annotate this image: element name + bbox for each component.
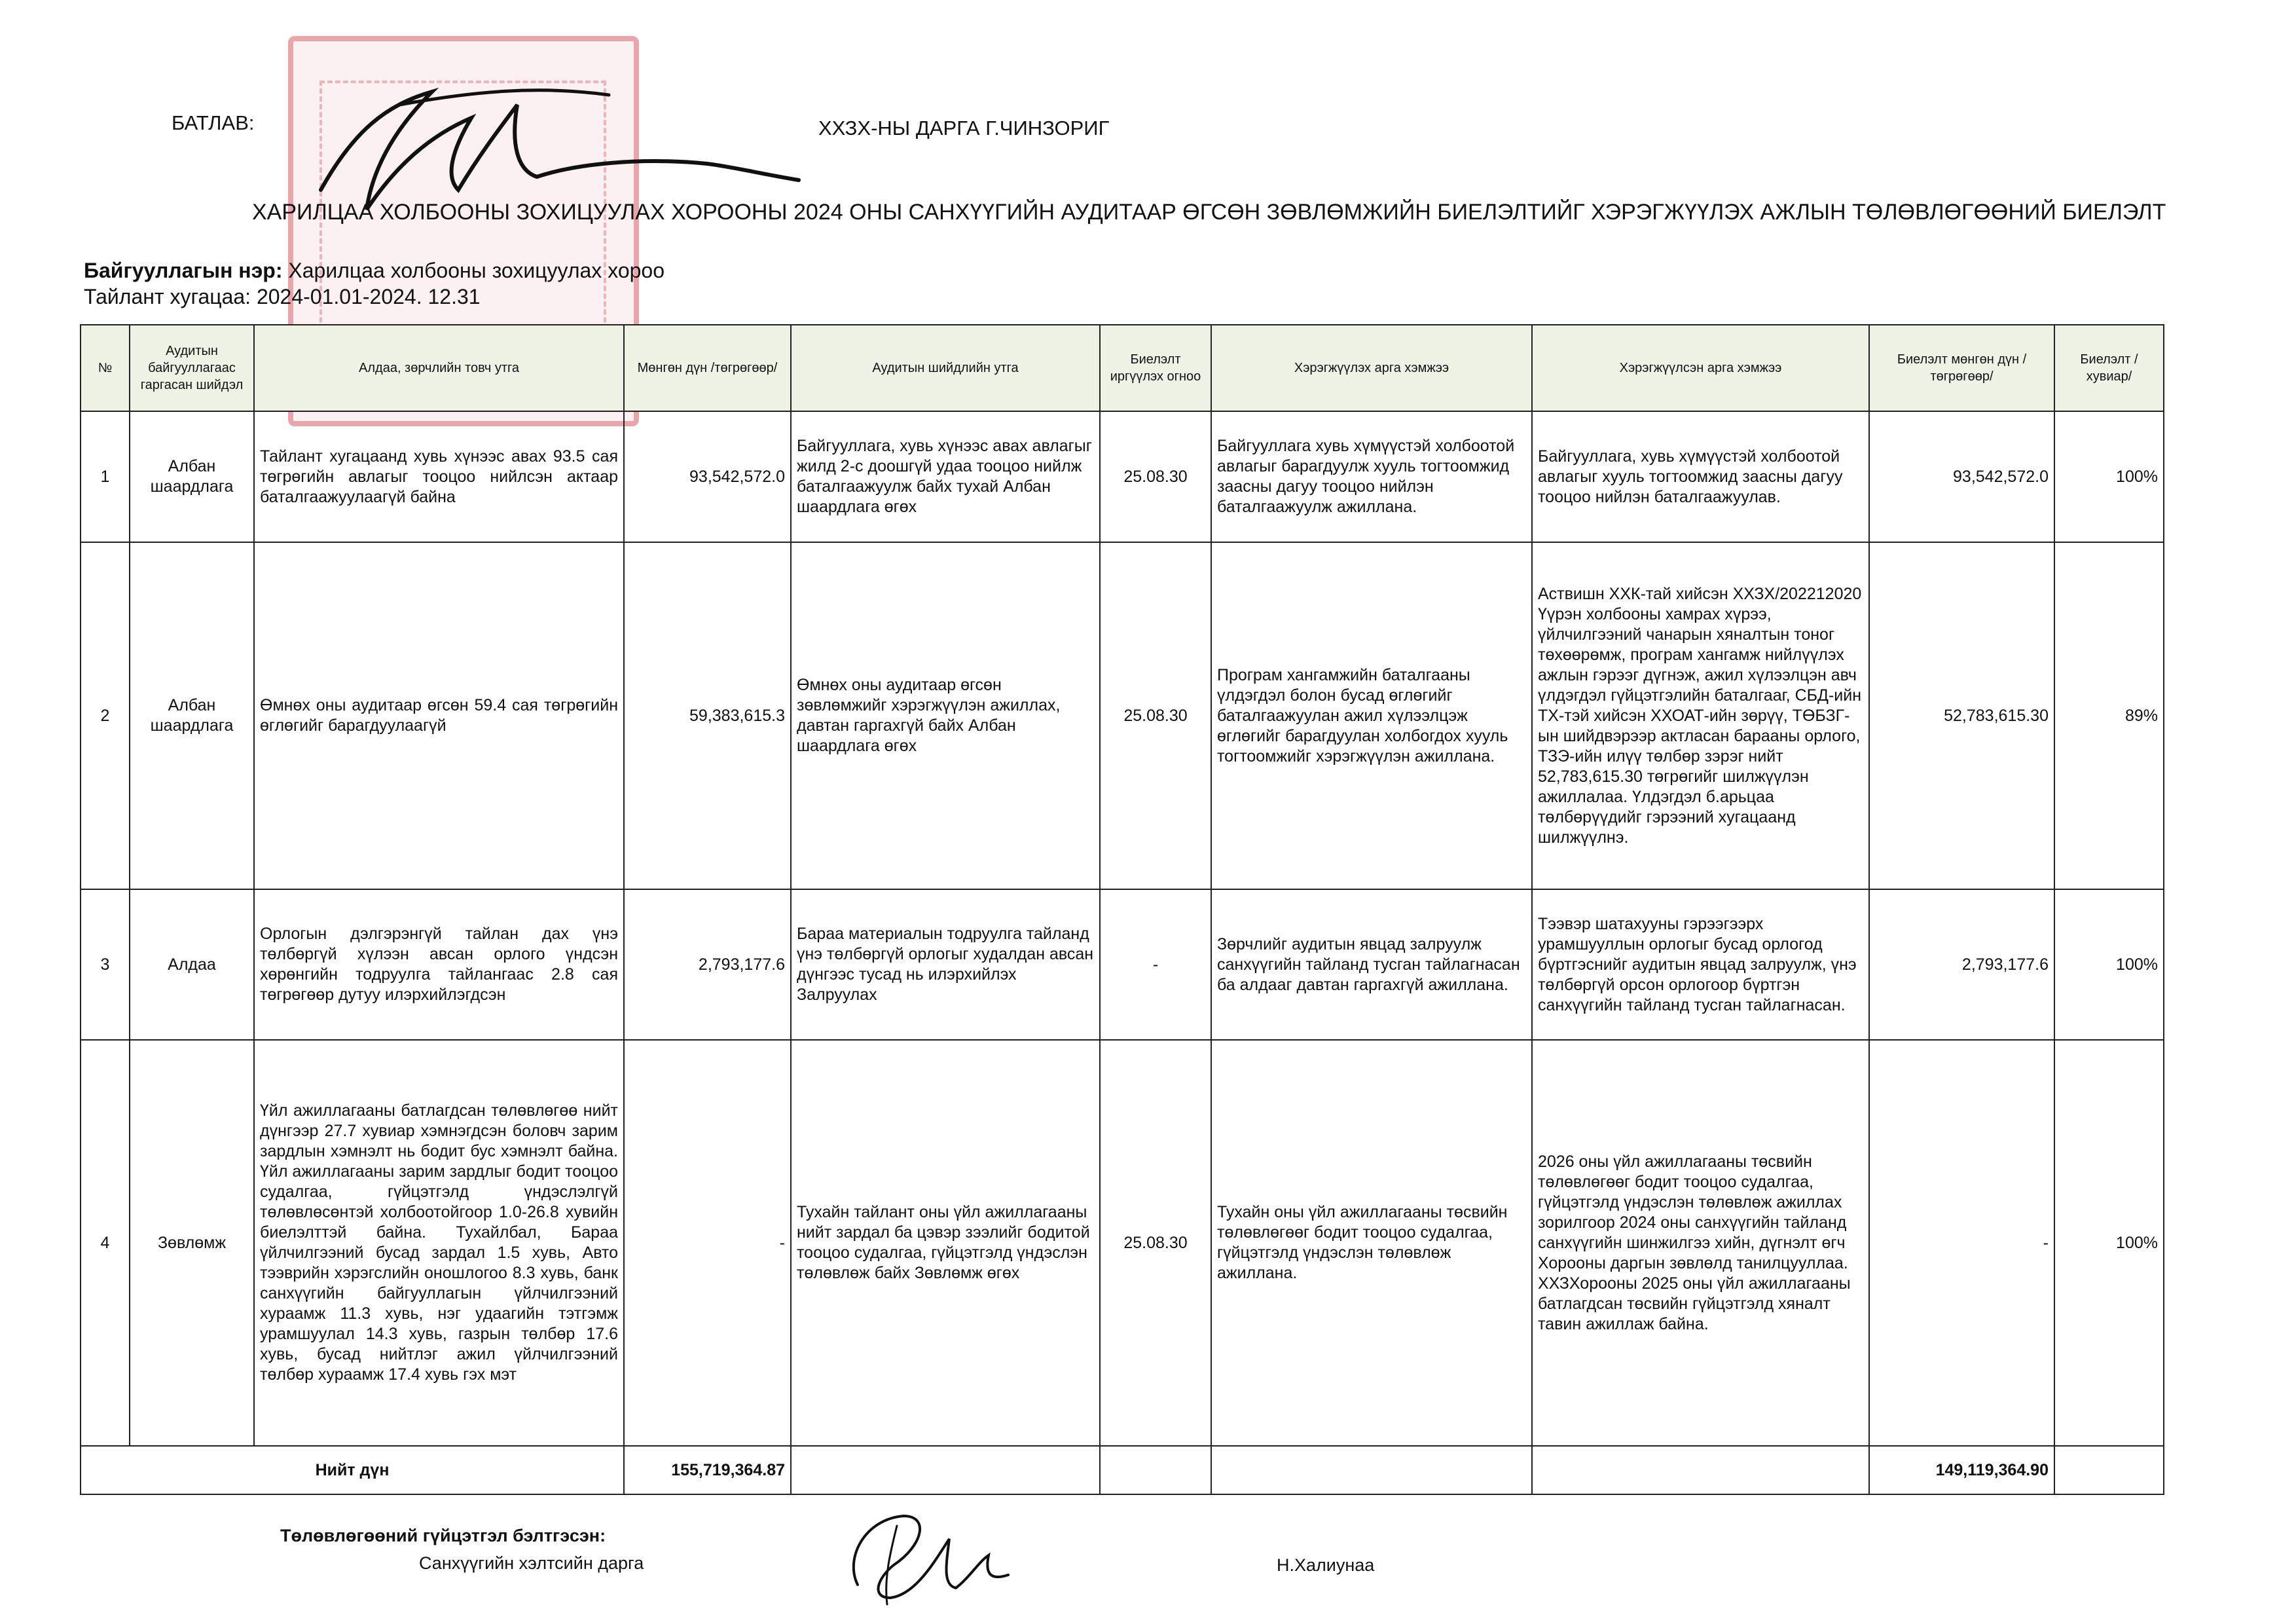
period-value: 2024-01.01-2024. 12.31 (256, 285, 481, 308)
row-audit-meaning: Байгууллага, хувь хүнээс авах авлагыг жилд 2-с доошгүй удаа тооцоо нийлж баталгаажуулж байх тухай Албан шаардлага өгөх (791, 411, 1100, 542)
row-decision: Албан шаардлага (130, 542, 254, 889)
audit-plan-table (80, 324, 2164, 1495)
total-empty-cell (1100, 1446, 1211, 1494)
row-percent: 100% (2054, 1040, 2164, 1446)
row-percent: 100% (2054, 411, 2164, 542)
row-violation: Орлогын дэлгэрэнгүй тайлан дах үнэ төлбөргүй хүлээн авсан орлого үндсэн хөрөнгийн тодруулга тайлангаас 2.8 сая төгрөгөөр дутуу илэрхийлэгдсэн (254, 889, 624, 1040)
header-percent: Биелэлт /хувиар/ (2054, 325, 2164, 411)
total-empty-cell (791, 1446, 1100, 1494)
row-due-date: 25.08.30 (1100, 542, 1211, 889)
total-row (81, 1446, 2164, 1494)
header-due-date: Биелэлт иргүүлэх огноо (1100, 325, 1211, 411)
table-row (81, 542, 2164, 889)
prepared-label: Төлөвлөгөөний гүйцэтгэл бэлтгэсэн: (280, 1526, 606, 1545)
row-implemented-action: Аствишн ХХК-тай хийсэн ХХЗХ/202212020 Үүрэн холбооны хамрах хүрээ, үйлчилгээний чанарын хяналтын тоног төхөөрөмж, програм хангамж нийлүүлэх ажлын гэрээг дүгнэж, ажил хүлээлцэн авч үлдэгдэл гүйцэтгэлийн баталгааг, СБД-ийн ТХ-тэй хийсэн ХХОАТ-ийн зөрүү, ТӨБЗГ-ын шийдвэрээр актласан барааны орлого, ТЗЭ-ийн илүү төлбөр зэрэг нийт 52,783,615.30 төгрөгийг шилжүүлэн ажиллалаа. Үлдэгдэл б.арьцаа төлбөрүүдийг гэрээний хугацаанд шилжүүлнэ. (1532, 542, 1869, 889)
total-amount: 155,719,364.87 (624, 1446, 791, 1494)
row-no: 3 (81, 889, 130, 1040)
approve-label: БАТЛАВ: (172, 111, 255, 134)
row-implemented-action: Байгууллага, хувь хүмүүстэй холбоотой авлагыг хууль тогтоомжид заасны дагуу тооцоо нийлэн баталгаажуулав. (1532, 411, 1869, 542)
row-decision: Алдаа (130, 889, 254, 1040)
table-header-row (81, 325, 2164, 411)
preparer-role: Санхүүгийн хэлтсийн дарга (419, 1553, 644, 1573)
row-due-date: 25.08.30 (1100, 411, 1211, 542)
row-no: 2 (81, 542, 130, 889)
row-implemented-action: 2026 оны үйл ажиллагааны төсвийн төлөвлөгөөг бодит тооцоо судалгаа, гүйцэтгэлд үндэслэн төлөвлөж ажиллах зорилгоор 2024 оны санхүүгийн тайланд санхүүгийн шинжилгээ хийн, дүгнэлт өгч Хорооны даргын зөвлөлд танилцууллаа. ХХЗХорооны 2025 оны үйл ажиллагааны батлагдсан төсвийн гүйцэтгэлд хяналт тавин ажиллаж байна. (1532, 1040, 1869, 1446)
total-empty-cell (1532, 1446, 1869, 1494)
row-amount: 93,542,572.0 (624, 411, 791, 542)
row-planned-action: Тухайн оны үйл ажиллагааны төсвийн төлөвлөгөөг бодит тооцоо судалгаа, гүйцэтгэлд үндэслэн төлөвлөж ажиллана. (1211, 1040, 1532, 1446)
row-percent: 100% (2054, 889, 2164, 1040)
approver-name: ХХЗХ-НЫ ДАРГА Г.ЧИНЗОРИГ (818, 117, 1110, 139)
row-planned-action: Програм хангамжийн баталгааны үлдэгдэл болон бусад өглөгийг баталгаажуулан ажил хүлээлцэж өглөгийг барагдуулан холбогдох хууль тогтоомжийг хэрэгжүүлэн ажиллана. (1211, 542, 1532, 889)
row-decision: Зөвлөмж (130, 1040, 254, 1446)
total-empty-cell (2054, 1446, 2164, 1494)
total-empty-cell (1211, 1446, 1532, 1494)
header-decision: Аудитын байгууллагаас гаргасан шийдэл (130, 325, 254, 411)
table-row (81, 411, 2164, 542)
row-violation: Өмнөх оны аудитаар өгсөн 59.4 сая төгрөгийн өглөгийг барагдуулаагүй (254, 542, 624, 889)
header-no: № (81, 325, 130, 411)
row-done-amount: 93,542,572.0 (1869, 411, 2054, 542)
row-audit-meaning: Өмнөх оны аудитаар өгсөн зөвлөмжийг хэрэгжүүлэн ажиллах, давтан гаргахгүй байх Албан шаардлага өгөх (791, 542, 1100, 889)
preparer-signature (831, 1500, 1028, 1611)
row-no: 4 (81, 1040, 130, 1446)
row-amount: 59,383,615.3 (624, 542, 791, 889)
header-audit-meaning: Аудитын шийдлийн утга (791, 325, 1100, 411)
row-audit-meaning: Бараа материалын тодруулга тайланд үнэ төлбөргүй орлогыг худалдан авсан дүнгээс тусад нь илэрхийлэх Залруулах (791, 889, 1100, 1040)
header-violation: Алдаа, зөрчлийн товч утга (254, 325, 624, 411)
row-percent: 89% (2054, 542, 2164, 889)
row-due-date: - (1100, 889, 1211, 1040)
total-label: Нийт дүн (81, 1446, 624, 1494)
document-title: ХАРИЛЦАА ХОЛБООНЫ ЗОХИЦУУЛАХ ХОРООНЫ 2024 ОНЫ САНХҮҮГИЙН АУДИТААР ӨГСӨН ЗӨВЛӨМЖИЙН БИЕЛЭЛТИЙГ ХЭРЭГЖҮҮЛЭХ АЖЛЫН ТӨЛӨВЛӨГӨӨНИЙ БИЕЛЭЛТ (252, 200, 2166, 225)
header-implemented-action: Хэрэгжүүлсэн арга хэмжээ (1532, 325, 1869, 411)
row-no: 1 (81, 411, 130, 542)
row-audit-meaning: Тухайн тайлант оны үйл ажиллагааны нийт зардал ба цэвэр зээлийг бодитой тооцоо судалгаа, гүйцэтгэлд үндэслэн төлөвлөж байх Зөвлөмж өгөх (791, 1040, 1100, 1446)
total-done-amount: 149,119,364.90 (1869, 1446, 2054, 1494)
row-amount: 2,793,177.6 (624, 889, 791, 1040)
organization-label: Байгууллагын нэр: (84, 259, 283, 282)
organization-line (84, 259, 665, 283)
row-violation: Тайлант хугацаанд хувь хүнээс авах 93.5 сая төгрөгийн авлагыг тооцоо нийлсэн актаар баталгаажуулаагүй байна (254, 411, 624, 542)
period-label: Тайлант хугацаа: (84, 285, 251, 308)
row-done-amount: - (1869, 1040, 2054, 1446)
row-planned-action: Зөрчлийг аудитын явцад залруулж санхүүгийн тайланд тусган тайлагнасан ба алдааг давтан гаргахгүй ажиллана. (1211, 889, 1532, 1040)
preparer-name: Н.Халиунаа (1277, 1555, 1375, 1575)
row-decision: Албан шаардлага (130, 411, 254, 542)
period-line (84, 285, 481, 309)
header-planned-action: Хэрэгжүүлэх арга хэмжээ (1211, 325, 1532, 411)
table-row (81, 889, 2164, 1040)
row-due-date: 25.08.30 (1100, 1040, 1211, 1446)
table-row (81, 1040, 2164, 1446)
row-amount: - (624, 1040, 791, 1446)
header-done-amount: Биелэлт мөнгөн дүн /төгрөгөөр/ (1869, 325, 2054, 411)
row-done-amount: 2,793,177.6 (1869, 889, 2054, 1040)
row-done-amount: 52,783,615.30 (1869, 542, 2054, 889)
row-implemented-action: Тээвэр шатахууны гэрээгээрх урамшууллын орлогыг бусад орлогод бүртгэснийг аудитын явцад залруулж, үнэ төлбөргүй орсон орлогоор бүртгэн санхүүгийн тайланд тусган тайлагнасан. (1532, 889, 1869, 1040)
row-planned-action: Байгууллага хувь хүмүүстэй холбоотой авлагыг барагдуулж хууль тогтоомжид заасны дагуу тооцоо нийлэн баталгаажуулж ажиллана. (1211, 411, 1532, 542)
organization-name: Харилцаа холбооны зохицуулах хороо (288, 259, 665, 282)
header-amount: Мөнгөн дүн /төгрөгөөр/ (624, 325, 791, 411)
approver-signature (301, 65, 825, 223)
row-violation: Үйл ажиллагааны батлагдсан төлөвлөгөө нийт дүнгээр 27.7 хувиар хэмнэгдсэн боловч зарим зардлын хэмнэлт нь бодит бус хэмнэлт байна. Үйл ажиллагааны зарим зардлыг бодит тооцоо судалгаа, гүйцэтгэлд үндэслэлгүй төлөвлөсөнтэй холбоотойгоор 1.0-26.8 хувийн биелэлттэй байна. Тухайлбал, Бараа үйлчилгээний бусад зардал 1.5 хувь, Авто тээврийн хэрэгслийн оношлогоо 8.3 хувь, банк санхүүгийн байгууллагын үйлчилгээний хураамж 11.3 хувь, нэг удаагийн тэтгэмж урамшуулал 14.3 хувь, газрын төлбөр 17.6 хувь, бусад нийтлэг ажил үйлчилгээний төлбөр хураамж 17.4 хувь гэх мэт (254, 1040, 624, 1446)
